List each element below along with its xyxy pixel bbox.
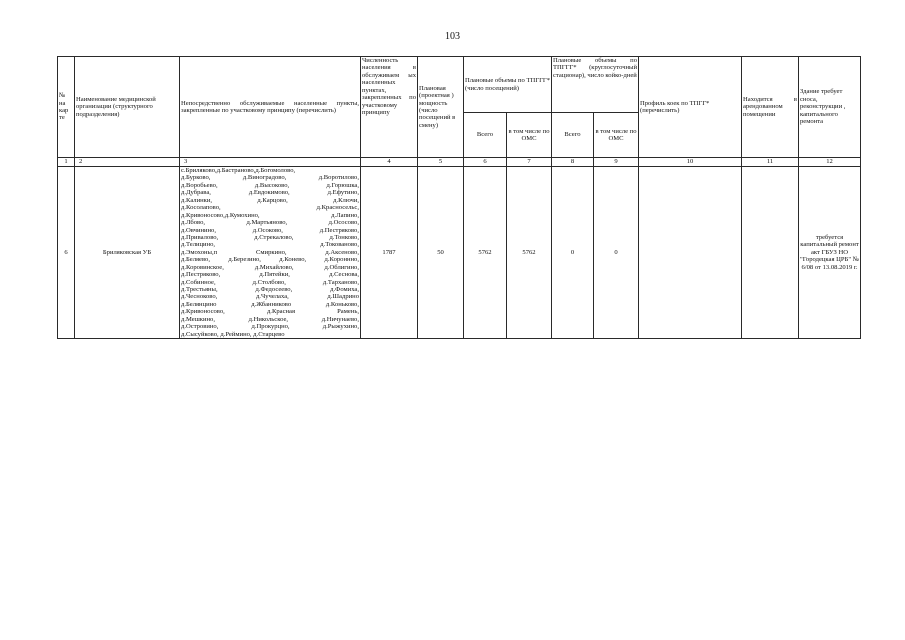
medical-facilities-table (57, 56, 861, 339)
header-building-repair: Здание требует сноса, реконструкции , капитального ремонта (799, 57, 861, 158)
settlement-line: д.Эмохоны,п Смиркино, д.Аксеново, (181, 248, 359, 256)
beds-oms-value: 0 (594, 167, 639, 339)
settlement-line: д.Воробьево, д.Высоково, д.Горюшка, (181, 181, 359, 189)
header-beds-total: Всего (552, 113, 594, 158)
settlement-line: д.Беляево, д.Березино, д.Конево, д.Короннно, (181, 256, 359, 264)
settlements-list (180, 167, 361, 339)
settlement-line: д.Телицино, д.Токованово, (181, 241, 359, 249)
page-number: 103 (445, 31, 460, 42)
settlement-line: д.Трестьяны, д.Федосеево, д.Фомиха, (181, 286, 359, 293)
settlement-line: д.Чесноково, д.Чучелаха, д.Шадрино (181, 293, 359, 301)
settlement-line: д.Сысуйково, д.Реймино, д.Старцево (181, 330, 285, 338)
table-row (58, 167, 861, 339)
header-visits-total: Всего (464, 113, 507, 158)
header-rented: Находится в арендованном помещении (742, 57, 799, 158)
header-capacity: Плановая (проектная ) мощность (число посещений в смену) (418, 57, 464, 158)
column-number: 1 (58, 158, 75, 167)
settlement-line: д.Калинки, д.Карцово, д.Ключи, (181, 196, 359, 204)
settlement-line: д.Дубрава, д.Евдокимово, д.Ефутино, (181, 189, 359, 197)
column-number: 6 (464, 158, 507, 167)
settlement-line: д.Лбово, д.Мартьяново, д.Ососово, (181, 219, 359, 227)
header-organization: Наименование медицинской организации (структурного подразделения) (75, 57, 180, 158)
header-visits-oms: в том числе по ОМС (507, 113, 552, 158)
header-settlements: Непосредственно обслуживаемые населенные пункты, закрепленные по участковому принципу (перечислить) (180, 57, 361, 158)
column-number: 11 (742, 158, 799, 167)
settlement-line: д.Пестряково, д.Пятейки, д.Сеснова, (181, 271, 359, 279)
settlement-line: д.Овчинино, д.Осоково, д.Пестряково, (181, 226, 359, 234)
capacity-value: 50 (418, 167, 464, 339)
settlement-line: д.Привалово, д.Стрекалово, д.Тонково, (181, 233, 359, 241)
bed-profile-value (639, 167, 742, 339)
column-number: 7 (507, 158, 552, 167)
building-repair-value: требуется капитальный ремонт акт ГБУЗ НО "Городецкая ЦРБ" № 6/08 от 13.08.2019 г. (799, 167, 861, 339)
column-number: 3 (180, 158, 361, 167)
organization-name: Бриляковская УБ (75, 167, 180, 339)
header-bed-profile: Профиль коек по ТПГГ* (перечислить) (639, 57, 742, 158)
column-number: 10 (639, 158, 742, 167)
settlement-line: д.Собинное, д.Столбово, д.Тарханово, (181, 278, 359, 286)
visits-total-value: 5762 (464, 167, 507, 339)
header-row-1 (58, 57, 861, 113)
rented-value (742, 167, 799, 339)
settlement-line: д.Мешкино, д.Никольское, д.Ничунаево, (181, 315, 359, 323)
settlement-line: с.Бриляково,д.Бастраново,д.Богомолово, (181, 167, 296, 174)
column-number: 9 (594, 158, 639, 167)
column-number: 5 (418, 158, 464, 167)
row-number: 6 (58, 167, 75, 339)
column-number: 12 (799, 158, 861, 167)
column-number: 8 (552, 158, 594, 167)
column-numbers-row (58, 158, 861, 167)
header-population: Численность населения в обслуживаем ых населенных пунктах, закрепленных по участковому принципу (361, 57, 418, 158)
settlement-line: д.Белянцино д.Жбанниково д.Коньково, (181, 300, 359, 308)
visits-oms-value: 5762 (507, 167, 552, 339)
column-number: 2 (75, 158, 180, 167)
settlement-line: д.Коровинское, д.Михайлово, д.Облигино, (181, 263, 359, 271)
header-planned-beds: Плановые объемы по ТПГГГ* (круглосуточный стационар), число койко-дней (552, 57, 639, 113)
settlement-line: д.Косолапово, д.Красносельс, (181, 204, 359, 212)
population-value: 1787 (361, 167, 418, 339)
header-beds-oms: в том числе по ОМС (594, 113, 639, 158)
column-number: 4 (361, 158, 418, 167)
settlement-line: д.Кривоносово,д.Кумохино, д.Лапино, (181, 211, 359, 219)
header-number: № на кар те (58, 57, 75, 158)
settlement-line: д.Островино, д.Прокурцно, д.Рыжухино, (181, 323, 359, 331)
settlement-line: д.Бурково, д.Виноградово, д.Воротилово, (181, 174, 359, 182)
beds-total-value: 0 (552, 167, 594, 339)
header-planned-visits: Плановые объемы по ТПГГГ* (число посещений) (464, 57, 552, 113)
settlement-line: д.Кривоносово, д.Красная Рамень, (181, 308, 359, 316)
